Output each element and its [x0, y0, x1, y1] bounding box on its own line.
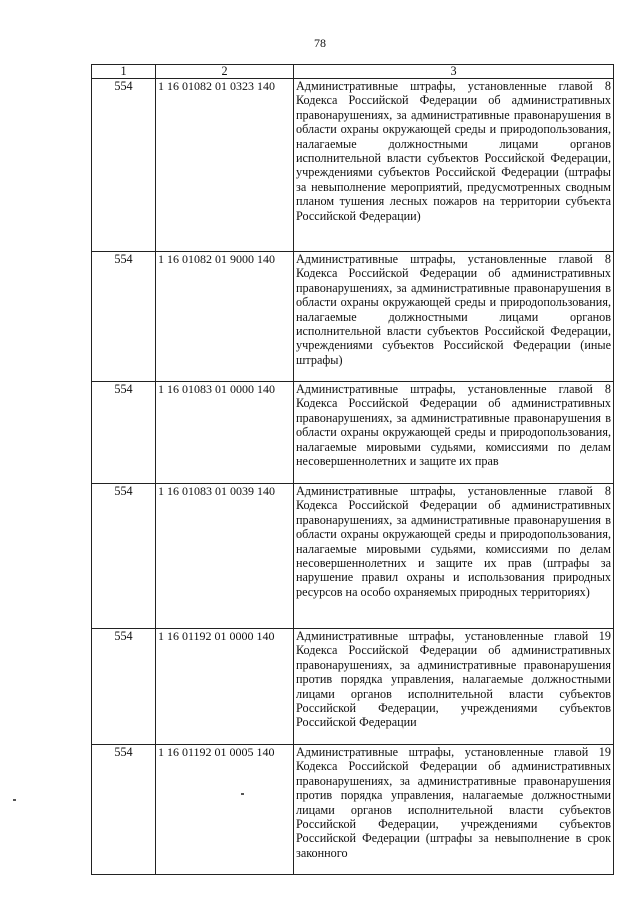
budget-codes-table	[91, 64, 614, 875]
budget-code-cell: 1 16 01192 01 0000 140	[156, 629, 294, 745]
table-row	[92, 745, 614, 875]
table-row	[92, 382, 614, 484]
admin-code-cell: 554	[92, 382, 156, 484]
description-cell: Административные штрафы, установленные главой 8 Кодекса Российской Федерации об административных правонарушениях, за административные правонарушения в области охраны окружающей среды и природопользования, налагаемые мировыми судьями, комиссиями по делам несовершеннолетних и защите их прав	[294, 382, 614, 484]
admin-code-cell: 554	[92, 252, 156, 382]
budget-code-cell: 1 16 01192 01 0005 140	[156, 745, 294, 875]
admin-code-cell: 554	[92, 745, 156, 875]
description-cell: Административные штрафы, установленные главой 8 Кодекса Российской Федерации об административных правонарушениях, за административные правонарушения в области охраны окружающей среды и природопользования, налагаемые мировыми судьями, комиссиями по делам несовершеннолетних и защите их прав (штрафы за нарушение правил охраны и использования природных ресурсов на особо охраняемых природных территориях)	[294, 484, 614, 629]
description-cell: Административные штрафы, установленные главой 19 Кодекса Российской Федерации об административных правонарушениях, за административные правонарушения против порядка управления, налагаемые должностными лицами органов исполнительной власти субъектов Российской Федерации, учреждениями субъектов Российской Федерации (штрафы за невыполнение в срок законного	[294, 745, 614, 875]
description-cell: Административные штрафы, установленные главой 8 Кодекса Российской Федерации об административных правонарушениях, за административные правонарушения в области охраны окружающей среды и природопользования, налагаемые должностными лицами органов исполнительной власти субъектов Российской Федерации, учреждениями субъектов Российской Федерации (иные штрафы)	[294, 252, 614, 382]
table-header-row	[92, 65, 614, 79]
column-header: 3	[294, 65, 614, 79]
admin-code-cell: 554	[92, 484, 156, 629]
page-number: 78	[314, 36, 326, 50]
scan-speck	[241, 793, 244, 795]
scan-speck	[13, 799, 16, 801]
budget-code-cell: 1 16 01082 01 9000 140	[156, 252, 294, 382]
table-row	[92, 79, 614, 252]
admin-code-cell: 554	[92, 629, 156, 745]
column-header: 1	[92, 65, 156, 79]
description-cell: Административные штрафы, установленные главой 19 Кодекса Российской Федерации об административных правонарушениях, за административные правонарушения против порядка управления, налагаемые должностными лицами органов исполнительной власти субъектов Российской Федерации, учреждениями субъектов Российской Федерации	[294, 629, 614, 745]
budget-code-cell: 1 16 01083 01 0000 140	[156, 382, 294, 484]
column-header: 2	[156, 65, 294, 79]
table-row	[92, 484, 614, 629]
budget-code-cell: 1 16 01083 01 0039 140	[156, 484, 294, 629]
admin-code-cell: 554	[92, 79, 156, 252]
description-cell: Административные штрафы, установленные главой 8 Кодекса Российской Федерации об административных правонарушениях, за административные правонарушения в области охраны окружающей среды и природопользования, налагаемые должностными лицами органов исполнительной власти субъектов Российской Федерации, учреждениями субъектов Российской Федерации (штрафы за невыполнение мероприятий, предусмотренных сводным планом тушения лесных пожаров на территории субъекта Российской Федерации)	[294, 79, 614, 252]
table-row	[92, 252, 614, 382]
table-row	[92, 629, 614, 745]
budget-code-cell: 1 16 01082 01 0323 140	[156, 79, 294, 252]
